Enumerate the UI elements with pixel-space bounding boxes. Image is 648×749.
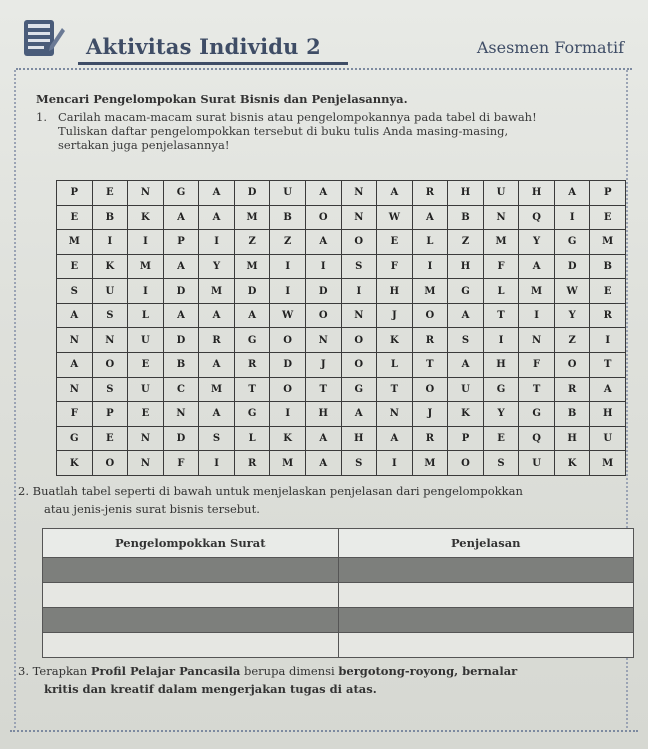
grid-cell[interactable]: A (554, 181, 590, 206)
grid-cell[interactable]: M (128, 254, 164, 279)
grid-cell[interactable]: A (163, 254, 199, 279)
grid-cell[interactable]: B (448, 205, 484, 230)
grid-row (57, 303, 626, 328)
grid-cell[interactable]: N (305, 328, 341, 353)
question-1-number: 1. (36, 110, 47, 124)
grid-cell[interactable]: E (92, 181, 128, 206)
assessment-label: Asesmen Formatif (476, 38, 624, 57)
grid-row (57, 181, 626, 206)
grid-cell[interactable]: T (305, 377, 341, 402)
grid-cell[interactable]: S (483, 451, 519, 476)
grid-cell[interactable]: L (483, 279, 519, 304)
grid-cell[interactable]: M (412, 279, 448, 304)
grid-cell[interactable]: M (519, 279, 555, 304)
grid-cell[interactable]: O (554, 353, 590, 378)
grid-cell[interactable]: I (341, 279, 377, 304)
grid-cell[interactable]: E (57, 205, 93, 230)
grid-cell[interactable]: N (128, 426, 164, 451)
table-cell[interactable] (338, 633, 634, 658)
question-2 (18, 482, 628, 518)
grid-cell[interactable]: O (448, 451, 484, 476)
grid-cell[interactable]: J (305, 353, 341, 378)
grid-cell[interactable]: T (377, 377, 413, 402)
question-1-line-3: sertakan juga penjelasannya! (58, 138, 230, 152)
grid-cell[interactable]: N (57, 328, 93, 353)
grid-cell[interactable]: M (234, 254, 270, 279)
grid-cell[interactable]: O (270, 328, 306, 353)
grid-cell[interactable]: F (377, 254, 413, 279)
grid-cell[interactable]: L (412, 230, 448, 255)
grid-cell[interactable]: F (519, 353, 555, 378)
grid-row (57, 230, 626, 255)
grid-cell[interactable]: H (554, 426, 590, 451)
divider-bottom (10, 730, 638, 732)
question-1-line-1: Carilah macam-macam surat bisnis atau pengelompokannya pada tabel di bawah! (58, 110, 537, 124)
grid-cell[interactable]: E (57, 254, 93, 279)
grid-cell[interactable]: I (199, 451, 235, 476)
grid-cell[interactable]: H (377, 279, 413, 304)
grid-cell[interactable]: A (305, 426, 341, 451)
grid-cell[interactable]: U (270, 181, 306, 206)
grid-cell[interactable]: H (590, 402, 626, 427)
grid-cell[interactable]: T (412, 353, 448, 378)
grid-cell[interactable]: A (57, 353, 93, 378)
grid-cell[interactable]: I (128, 279, 164, 304)
grid-cell[interactable]: U (519, 451, 555, 476)
grid-cell[interactable]: A (199, 402, 235, 427)
grid-cell[interactable]: D (234, 279, 270, 304)
grid-cell[interactable]: S (92, 303, 128, 328)
grid-cell[interactable]: A (590, 377, 626, 402)
grid-cell[interactable]: O (341, 353, 377, 378)
grid-cell[interactable]: R (199, 328, 235, 353)
grid-row (57, 353, 626, 378)
column-header-explanation: Penjelasan (338, 529, 634, 558)
grid-cell[interactable]: U (92, 279, 128, 304)
grid-cell[interactable]: A (448, 353, 484, 378)
divider-top (16, 68, 632, 70)
grid-cell[interactable]: O (412, 303, 448, 328)
grid-cell[interactable]: U (448, 377, 484, 402)
grid-cell[interactable]: I (270, 279, 306, 304)
grid-cell[interactable]: G (234, 402, 270, 427)
grid-cell[interactable]: A (305, 230, 341, 255)
section-heading: Mencari Pengelompokan Surat Bisnis dan Penjelasannya. (36, 92, 408, 106)
question-3 (18, 662, 630, 698)
grid-cell[interactable]: H (341, 426, 377, 451)
grid-cell[interactable]: K (448, 402, 484, 427)
grid-cell[interactable]: I (92, 230, 128, 255)
grid-cell[interactable]: M (412, 451, 448, 476)
grid-cell[interactable]: G (163, 181, 199, 206)
grid-cell[interactable]: P (163, 230, 199, 255)
grid-cell[interactable]: P (448, 426, 484, 451)
question-2-line-1: Buatlah tabel seperti di bawah untuk menjelaskan penjelasan dari pengelompokkan (32, 484, 523, 498)
grid-row (57, 426, 626, 451)
grid-cell[interactable]: A (519, 254, 555, 279)
grid-cell[interactable]: K (57, 451, 93, 476)
grid-cell[interactable]: I (270, 254, 306, 279)
grid-cell[interactable]: S (341, 254, 377, 279)
grid-cell[interactable]: G (448, 279, 484, 304)
grid-cell[interactable]: E (590, 205, 626, 230)
grid-cell[interactable]: I (412, 254, 448, 279)
grid-row (57, 279, 626, 304)
grid-cell[interactable]: W (270, 303, 306, 328)
grid-cell[interactable]: G (234, 328, 270, 353)
grid-cell[interactable]: A (377, 426, 413, 451)
grid-cell[interactable]: D (270, 353, 306, 378)
grid-cell[interactable]: M (270, 451, 306, 476)
grid-cell[interactable]: L (234, 426, 270, 451)
grid-cell[interactable]: D (163, 279, 199, 304)
grid-cell[interactable]: N (341, 181, 377, 206)
grid-cell[interactable]: I (305, 254, 341, 279)
grid-cell[interactable]: S (92, 377, 128, 402)
grid-cell[interactable]: L (128, 303, 164, 328)
grid-row (57, 451, 626, 476)
grid-cell[interactable]: T (590, 353, 626, 378)
grid-cell[interactable]: R (234, 353, 270, 378)
grid-cell[interactable]: A (199, 303, 235, 328)
table-cell[interactable] (43, 583, 339, 608)
grid-cell[interactable]: Y (199, 254, 235, 279)
table-cell[interactable] (43, 608, 339, 633)
question-3-bold-1: Profil Pelajar Pancasila (90, 664, 241, 678)
grid-cell[interactable]: B (163, 353, 199, 378)
grid-cell[interactable]: H (483, 353, 519, 378)
grid-cell[interactable]: D (163, 426, 199, 451)
table-cell[interactable] (338, 558, 634, 583)
grid-cell[interactable]: R (412, 181, 448, 206)
activity-header (14, 14, 634, 66)
divider-left (14, 70, 16, 728)
grid-cell[interactable]: B (554, 402, 590, 427)
grid-cell[interactable]: W (554, 279, 590, 304)
grid-cell[interactable]: L (377, 353, 413, 378)
grid-cell[interactable]: E (128, 402, 164, 427)
grid-cell[interactable]: W (377, 205, 413, 230)
grid-cell[interactable]: U (590, 426, 626, 451)
table-cell[interactable] (43, 633, 339, 658)
grid-cell[interactable]: K (377, 328, 413, 353)
grid-cell[interactable]: O (305, 303, 341, 328)
question-3-bold-2: bergotong-royong, bernalar (338, 664, 518, 678)
grid-cell[interactable]: Y (483, 402, 519, 427)
grid-cell[interactable]: M (590, 451, 626, 476)
grid-cell[interactable]: S (448, 328, 484, 353)
grid-cell[interactable]: A (305, 451, 341, 476)
grid-cell[interactable]: D (234, 181, 270, 206)
grid-cell[interactable]: A (305, 181, 341, 206)
grid-cell[interactable]: M (234, 205, 270, 230)
grid-cell[interactable]: N (341, 303, 377, 328)
grid-cell[interactable]: O (412, 377, 448, 402)
grid-cell[interactable]: I (554, 205, 590, 230)
grid-cell[interactable]: E (483, 426, 519, 451)
grid-cell[interactable]: I (483, 328, 519, 353)
grid-cell[interactable]: M (483, 230, 519, 255)
grid-cell[interactable]: A (234, 303, 270, 328)
grid-row (57, 254, 626, 279)
question-3-text-mid: berupa dimensi (240, 664, 339, 678)
grid-cell[interactable]: N (92, 328, 128, 353)
grid-cell[interactable]: O (341, 230, 377, 255)
question-1-line-2: Tuliskan daftar pengelompokkan tersebut di buku tulis Anda masing-masing, (58, 124, 509, 138)
grid-cell[interactable]: P (590, 181, 626, 206)
question-3-line-2: kritis dan kreatif dalam mengerjakan tugas di atas. (44, 682, 377, 696)
grid-cell[interactable]: E (590, 279, 626, 304)
grid-cell[interactable]: Q (519, 426, 555, 451)
question-3-number: 3. (18, 664, 29, 678)
table-row (43, 608, 634, 633)
grid-cell[interactable]: U (128, 328, 164, 353)
grid-row (57, 205, 626, 230)
grid-cell[interactable]: P (57, 181, 93, 206)
grid-cell[interactable]: I (270, 402, 306, 427)
grid-cell[interactable]: A (163, 205, 199, 230)
grid-cell[interactable]: T (519, 377, 555, 402)
grid-cell[interactable]: O (92, 451, 128, 476)
grid-cell[interactable]: H (448, 181, 484, 206)
grid-cell[interactable]: N (128, 451, 164, 476)
grid-cell[interactable]: G (483, 377, 519, 402)
grid-cell[interactable]: A (199, 205, 235, 230)
grid-cell[interactable]: M (199, 377, 235, 402)
grid-cell[interactable]: N (57, 377, 93, 402)
question-2-number: 2. (18, 484, 29, 498)
grid-cell[interactable]: H (448, 254, 484, 279)
table-row (43, 558, 634, 583)
grid-cell[interactable]: A (57, 303, 93, 328)
grid-cell[interactable]: H (519, 181, 555, 206)
grid-cell[interactable]: E (377, 230, 413, 255)
grid-cell[interactable]: G (554, 230, 590, 255)
grid-cell[interactable]: Z (448, 230, 484, 255)
grid-cell[interactable]: I (128, 230, 164, 255)
grid-cell[interactable]: K (128, 205, 164, 230)
grid-cell[interactable]: S (57, 279, 93, 304)
grid-cell[interactable]: Z (270, 230, 306, 255)
grid-cell[interactable]: R (412, 328, 448, 353)
grid-cell[interactable]: R (412, 426, 448, 451)
table-cell[interactable] (338, 583, 634, 608)
grid-cell[interactable]: E (128, 353, 164, 378)
grid-cell[interactable]: G (519, 402, 555, 427)
grid-cell[interactable]: A (412, 205, 448, 230)
grid-cell[interactable]: M (57, 230, 93, 255)
grid-cell[interactable]: J (377, 303, 413, 328)
grid-cell[interactable]: O (305, 205, 341, 230)
grid-cell[interactable]: N (519, 328, 555, 353)
grid-cell[interactable]: I (377, 451, 413, 476)
grid-cell[interactable]: B (92, 205, 128, 230)
grid-cell[interactable]: A (377, 181, 413, 206)
question-1 (36, 110, 626, 152)
grid-cell[interactable]: N (483, 205, 519, 230)
question-2-line-2: atau jenis-jenis surat bisnis tersebut. (44, 502, 260, 516)
grid-cell[interactable]: A (199, 353, 235, 378)
grid-cell[interactable]: P (92, 402, 128, 427)
grid-cell[interactable]: Z (554, 328, 590, 353)
grid-row (57, 402, 626, 427)
question-3-text-pre: Terapkan (32, 664, 91, 678)
grid-cell[interactable]: O (270, 377, 306, 402)
grid-cell[interactable]: U (483, 181, 519, 206)
grid-cell[interactable]: R (554, 377, 590, 402)
grid-cell[interactable]: Y (519, 230, 555, 255)
grid-cell[interactable]: B (590, 254, 626, 279)
answer-table (42, 528, 634, 658)
grid-cell[interactable]: S (199, 426, 235, 451)
grid-cell[interactable]: R (234, 451, 270, 476)
table-cell[interactable] (43, 558, 339, 583)
grid-cell[interactable]: I (519, 303, 555, 328)
grid-cell[interactable]: K (270, 426, 306, 451)
grid-cell[interactable]: T (483, 303, 519, 328)
grid-cell[interactable]: K (554, 451, 590, 476)
grid-cell[interactable]: J (412, 402, 448, 427)
grid-cell[interactable]: C (163, 377, 199, 402)
table-row (43, 633, 634, 658)
grid-cell[interactable]: F (483, 254, 519, 279)
grid-cell[interactable]: D (305, 279, 341, 304)
grid-cell[interactable]: G (341, 377, 377, 402)
grid-cell[interactable]: M (199, 279, 235, 304)
word-search-grid (56, 180, 626, 476)
grid-cell[interactable]: A (448, 303, 484, 328)
grid-cell[interactable]: A (163, 303, 199, 328)
grid-cell[interactable]: B (270, 205, 306, 230)
grid-cell[interactable]: N (163, 402, 199, 427)
grid-row (57, 377, 626, 402)
grid-cell[interactable]: N (377, 402, 413, 427)
grid-cell[interactable]: O (92, 353, 128, 378)
grid-cell[interactable]: E (92, 426, 128, 451)
grid-cell[interactable]: N (128, 181, 164, 206)
title-underline (78, 62, 348, 65)
grid-cell[interactable]: Z (234, 230, 270, 255)
grid-cell[interactable]: A (341, 402, 377, 427)
grid-cell[interactable]: Y (554, 303, 590, 328)
grid-cell[interactable]: I (199, 230, 235, 255)
grid-cell[interactable]: T (234, 377, 270, 402)
grid-cell[interactable]: A (199, 181, 235, 206)
grid-cell[interactable]: G (57, 426, 93, 451)
grid-cell[interactable]: F (57, 402, 93, 427)
grid-cell[interactable]: H (305, 402, 341, 427)
grid-cell[interactable]: S (341, 451, 377, 476)
notebook-pencil-icon (20, 16, 66, 62)
column-header-grouping: Pengelompokkan Surat (43, 529, 339, 558)
grid-cell[interactable]: D (163, 328, 199, 353)
grid-cell[interactable]: K (92, 254, 128, 279)
grid-cell[interactable]: D (554, 254, 590, 279)
grid-cell[interactable]: N (341, 205, 377, 230)
table-cell[interactable] (338, 608, 634, 633)
grid-cell[interactable]: R (590, 303, 626, 328)
activity-title: Aktivitas Individu 2 (86, 34, 321, 59)
table-row (43, 583, 634, 608)
grid-cell[interactable]: F (163, 451, 199, 476)
grid-cell[interactable]: Q (519, 205, 555, 230)
grid-cell[interactable]: M (590, 230, 626, 255)
grid-cell[interactable]: I (590, 328, 626, 353)
grid-row (57, 328, 626, 353)
grid-cell[interactable]: O (341, 328, 377, 353)
grid-cell[interactable]: U (128, 377, 164, 402)
